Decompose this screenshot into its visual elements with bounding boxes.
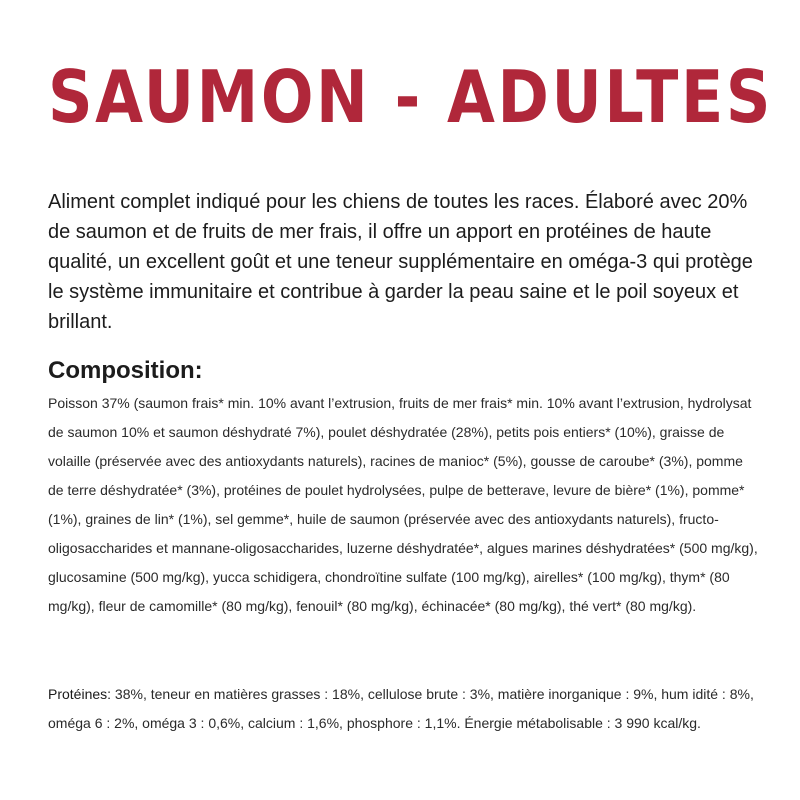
analysis-label: Protéines: — [48, 686, 112, 702]
analytical-constituents — [48, 680, 760, 738]
product-description: Aliment complet indiqué pour les chiens de toutes les races. Élaboré avec 20% de saumon et de fruits de mer frais, il offre un apport en protéines de haute qualité, un excellent goût et une teneur supplémentaire en oméga-3 qui protège le système immunitaire et contribue à garder la peau saine et le poil soyeux et brillant. — [48, 191, 753, 333]
composition-heading: Composition: — [48, 357, 203, 384]
product-title: SAUMON - ADULTES — [48, 55, 774, 139]
analysis-text: 38%, teneur en matières grasses : 18%, cellulose brute : 3%, matière inorganique : 9%, hum idité : 8%, oméga 6 : 2%, oméga 3 : 0,6%, calcium : 1,6%, phosphore : 1,1%. Énergie métabolisable : 3 990 kcal/kg. — [48, 686, 754, 731]
composition-text: Poisson 37% (saumon frais* min. 10% avant l’extrusion, fruits de mer frais* min. 10% avant l’extrusion, hydrolysat de saumon 10% et saumon déshydraté 7%), poulet déshydratée (28%), petits pois entiers* (10%), graisse de volaille (préservée avec des antioxydants naturels), racines de manioc* (5%), gousse de caroube* (3%), pomme de terre déshydratée* (3%), protéines de poulet hydrolysées, pulpe de betterave, levure de bière* (1%), pomme* (1%), graines de lin* (1%), sel gemme*, huile de saumon (préservée avec des antioxydants naturels), fructo-oligosaccharides et mannane-oligosaccharides, luzerne déshydratée*, algues marines déshydratées* (500 mg/kg), glucosamine (500 mg/kg), yucca schidigera, chondroïtine sulfate (100 mg/kg), airelles* (100 mg/kg), thym* (80 mg/kg), fleur de camomille* (80 mg/kg), fenouil* (80 mg/kg), échinacée* (80 mg/kg), thé vert* (80 mg/kg). — [48, 395, 758, 614]
